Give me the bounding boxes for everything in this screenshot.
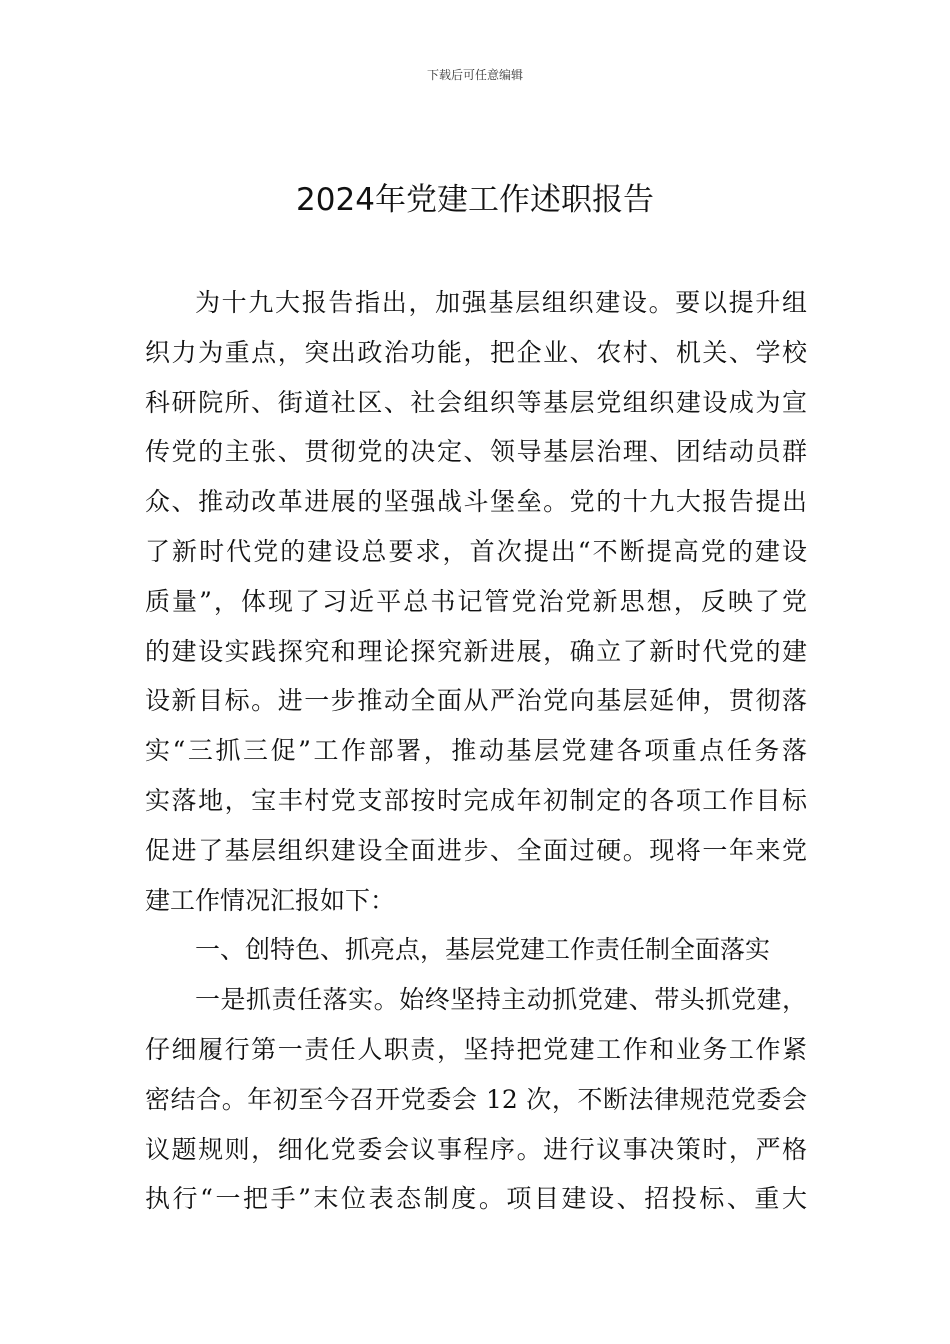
body-line: 织力为重点，突出政治功能，把企业、农村、机关、学校 [145, 337, 807, 367]
body-line: 了新时代党的建设总要求，首次提出“不断提高党的建设 [145, 536, 807, 566]
body-line: 实落地，宝丰村党支部按时完成年初制定的各项工作目标 [145, 785, 807, 815]
body-line: 执行“一把手”末位表态制度。项目建设、招投标、重大 [145, 1184, 807, 1214]
body-line: 设新目标。进一步推动全面从严治党向基层延伸，贯彻落 [145, 686, 807, 716]
body-line: 科研院所、街道社区、社会组织等基层党组织建设成为宣 [145, 387, 807, 417]
body-line: 众、推动改革进展的坚强战斗堡垒。党的十九大报告提出 [145, 487, 807, 517]
body-line: 建工作情况汇报如下： [145, 885, 396, 915]
body-line: 实“三抓三促”工作部署，推动基层党建各项重点任务落 [145, 736, 807, 766]
header-note: 下载后可任意编辑 [426, 68, 523, 82]
body-line: 议题规则，细化党委会议事程序。进行议事决策时，严格 [145, 1134, 807, 1164]
body-line: 为十九大报告指出，加强基层组织建设。要以提升组 [195, 288, 807, 317]
body-line: 仔细履行第一责任人职责，坚持把党建工作和业务工作紧 [145, 1034, 807, 1064]
body-line: 密结合。年初至今召开党委会 12 次，不断法律规范党委会 [145, 1084, 807, 1114]
body-line: 一、创特色、抓亮点，基层党建工作责任制全面落实 [195, 935, 771, 965]
body-line: 的建设实践探究和理论探究新进展，确立了新时代党的建 [145, 636, 807, 666]
document-title: 2024年党建工作述职报告 [296, 182, 654, 218]
body-line: 一是抓责任落实。始终坚持主动抓党建、带头抓党建， [195, 985, 807, 1015]
body-line: 质量”，体现了习近平总书记管党治党新思想，反映了党 [145, 586, 807, 616]
body-line: 传党的主张、贯彻党的决定、领导基层治理、团结动员群 [145, 437, 807, 467]
document-body [145, 278, 807, 1224]
body-line: 促进了基层组织建设全面进步、全面过硬。现将一年来党 [145, 835, 807, 865]
